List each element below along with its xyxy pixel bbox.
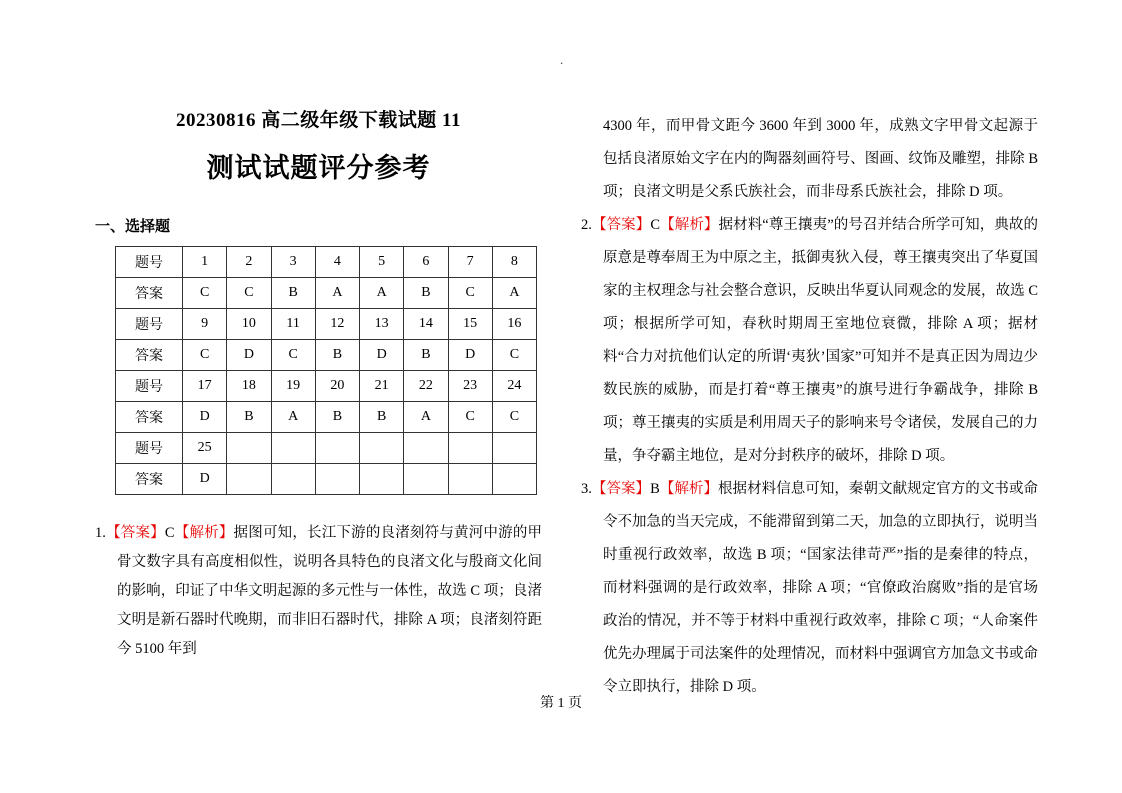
answer-cell	[448, 433, 492, 464]
answer-cell	[271, 433, 315, 464]
table-row	[116, 371, 537, 402]
analysis-label: 【解析】	[660, 217, 719, 233]
answer-cell: 15	[448, 309, 492, 340]
explanation-item-1	[95, 519, 542, 664]
answer-cell: C	[271, 340, 315, 371]
answer-cell: B	[404, 340, 448, 371]
answer-cell: 20	[315, 371, 359, 402]
answer-cell: C	[183, 340, 227, 371]
answer-cell: 23	[448, 371, 492, 402]
answer-cell: 1	[183, 247, 227, 278]
answer-cell: A	[271, 402, 315, 433]
answer-cell: 18	[227, 371, 271, 402]
answer-cell: 10	[227, 309, 271, 340]
answer-cell	[492, 464, 536, 495]
table-row	[116, 464, 537, 495]
answer-cell	[360, 464, 404, 495]
explanation-item-3	[581, 473, 1038, 704]
answer-cell: B	[271, 278, 315, 309]
answer-cell: C	[183, 278, 227, 309]
answer-cell: D	[227, 340, 271, 371]
answer-cell: 2	[227, 247, 271, 278]
answer-cell	[404, 464, 448, 495]
answer-cell: C	[227, 278, 271, 309]
answer-cell: C	[492, 340, 536, 371]
answer-cell: C	[448, 278, 492, 309]
answer-cell: 25	[183, 433, 227, 464]
answer-letter: C	[164, 525, 175, 541]
row-label-cell: 答案	[116, 402, 183, 433]
answer-cell	[227, 433, 271, 464]
answer-cell: B	[360, 402, 404, 433]
row-label-cell: 答案	[116, 340, 183, 371]
row-label-cell: 答案	[116, 278, 183, 309]
answer-cell: C	[448, 402, 492, 433]
table-row	[116, 433, 537, 464]
answer-cell: 16	[492, 309, 536, 340]
answer-cell: 7	[448, 247, 492, 278]
item-number: 3.	[581, 481, 592, 497]
page-title: 20230816 高二级年级下载试题 11	[176, 110, 461, 131]
explanation-item-1-continuation: 4300 年，而甲骨文距今 3600 年到 3000 年，成熟文字甲骨文起源于包括良渚原始文字在内的陶器刻画符号、图画、纹饰及雕塑，排除 B 项；良渚文明是父系氏族社会，而非母系氏族社会，排除 D 项。	[603, 118, 1038, 200]
analysis-label: 【解析】	[174, 525, 234, 541]
answer-cell: 3	[271, 247, 315, 278]
answer-cell: C	[492, 402, 536, 433]
answer-cell	[271, 464, 315, 495]
answer-cell: A	[492, 278, 536, 309]
answer-letter: C	[650, 217, 661, 233]
answer-cell	[448, 464, 492, 495]
left-column	[95, 105, 542, 664]
answer-cell: A	[360, 278, 404, 309]
answer-cell	[315, 433, 359, 464]
answer-cell: 21	[360, 371, 404, 402]
answer-cell: 9	[183, 309, 227, 340]
table-row	[116, 309, 537, 340]
row-label-cell: 题号	[116, 371, 183, 402]
row-label-cell: 题号	[116, 247, 183, 278]
answer-cell: B	[315, 340, 359, 371]
answer-cell: D	[360, 340, 404, 371]
answer-cell	[227, 464, 271, 495]
answer-cell: D	[183, 464, 227, 495]
answer-cell: D	[448, 340, 492, 371]
right-column	[581, 110, 1038, 704]
table-row	[116, 247, 537, 278]
answer-cell: D	[183, 402, 227, 433]
analysis-text: 根据材料信息可知，秦朝文献规定官方的文书或命令不加急的当天完成，不能滞留到第二天，加急的立即执行，说明当时重视行政效率，故选 B 项；“国家法律苛严”指的是秦律的特点，而材料强调的是行政效率，排除 A 项；“官僚政治腐败”指的是官场政治的情况，并不等于材料中重视行政效率，排除 C 项；“人命案件优先办理属于司法案件的处理情况，而材料中强调官方加急文书或命令立即执行，排除 D 项。	[603, 481, 1038, 695]
answer-label: 【答案】	[591, 481, 651, 497]
answer-letter: B	[650, 481, 660, 497]
answer-cell: 13	[360, 309, 404, 340]
analysis-text: 据材料“尊王攘夷”的号召并结合所学可知，典故的原意是尊奉周王为中原之主，抵御夷狄入侵，尊王攘夷突出了华夏国家的主权理念与社会整合意识，反映出华夏认同观念的发展，故选 C 项；根据所学可知，春秋时期周王室地位衰微，排除 A 项；据材料“合力对抗他们认定的所谓‘夷狄’国家”可知并不是真正因为周边少数民族的威胁，而是打着“尊王攘夷”的旗号进行争霸战争，排除 B 项；尊王攘夷的实质是利用周天子的影响来号令诸侯，发展自己的力量，争夺霸主地位，是对分封秩序的破坏，排除 D 项。	[603, 217, 1039, 464]
answer-cell: 4	[315, 247, 359, 278]
answer-cell: 8	[492, 247, 536, 278]
answer-label: 【答案】	[591, 217, 651, 233]
answer-cell: 6	[404, 247, 448, 278]
item-number: 2.	[581, 217, 592, 233]
analysis-label: 【解析】	[659, 481, 719, 497]
answer-cell	[404, 433, 448, 464]
page-subtitle: 测试试题评分参考	[206, 153, 431, 183]
answer-cell: B	[227, 402, 271, 433]
answer-cell: 19	[271, 371, 315, 402]
answer-cell	[360, 433, 404, 464]
answer-table	[115, 246, 537, 495]
row-label-cell: 答案	[116, 464, 183, 495]
table-row	[116, 340, 537, 371]
section-heading: 一、选择题	[95, 218, 171, 235]
answer-cell: 11	[271, 309, 315, 340]
answer-cell: 5	[360, 247, 404, 278]
analysis-text: 据图可知，长江下游的良渚刻符与黄河中游的甲骨文数字具有高度相似性，说明各具特色的良渚文化与殷商文化间的影响，印证了中华文明起源的多元性与一体性，故选 C 项；良渚文明是新石器时代晚期，而非旧石器时代，排除 A 项；良渚刻符距今 5100 年到	[117, 525, 543, 657]
answer-cell: 22	[404, 371, 448, 402]
row-label-cell: 题号	[116, 309, 183, 340]
row-label-cell: 题号	[116, 433, 183, 464]
answer-cell: 17	[183, 371, 227, 402]
table-row	[116, 278, 537, 309]
item-number: 1.	[95, 525, 106, 541]
answer-cell: A	[315, 278, 359, 309]
table-row	[116, 402, 537, 433]
answer-cell: 24	[492, 371, 536, 402]
stray-mark: .	[560, 52, 564, 67]
answer-cell: B	[404, 278, 448, 309]
explanation-item-2	[581, 209, 1038, 473]
answer-cell: B	[315, 402, 359, 433]
answer-cell	[492, 433, 536, 464]
answer-label: 【答案】	[105, 525, 165, 541]
answer-cell	[315, 464, 359, 495]
answer-cell: 12	[315, 309, 359, 340]
page-number: 第 1 页	[540, 696, 582, 711]
answer-cell: 14	[404, 309, 448, 340]
answer-cell: A	[404, 402, 448, 433]
